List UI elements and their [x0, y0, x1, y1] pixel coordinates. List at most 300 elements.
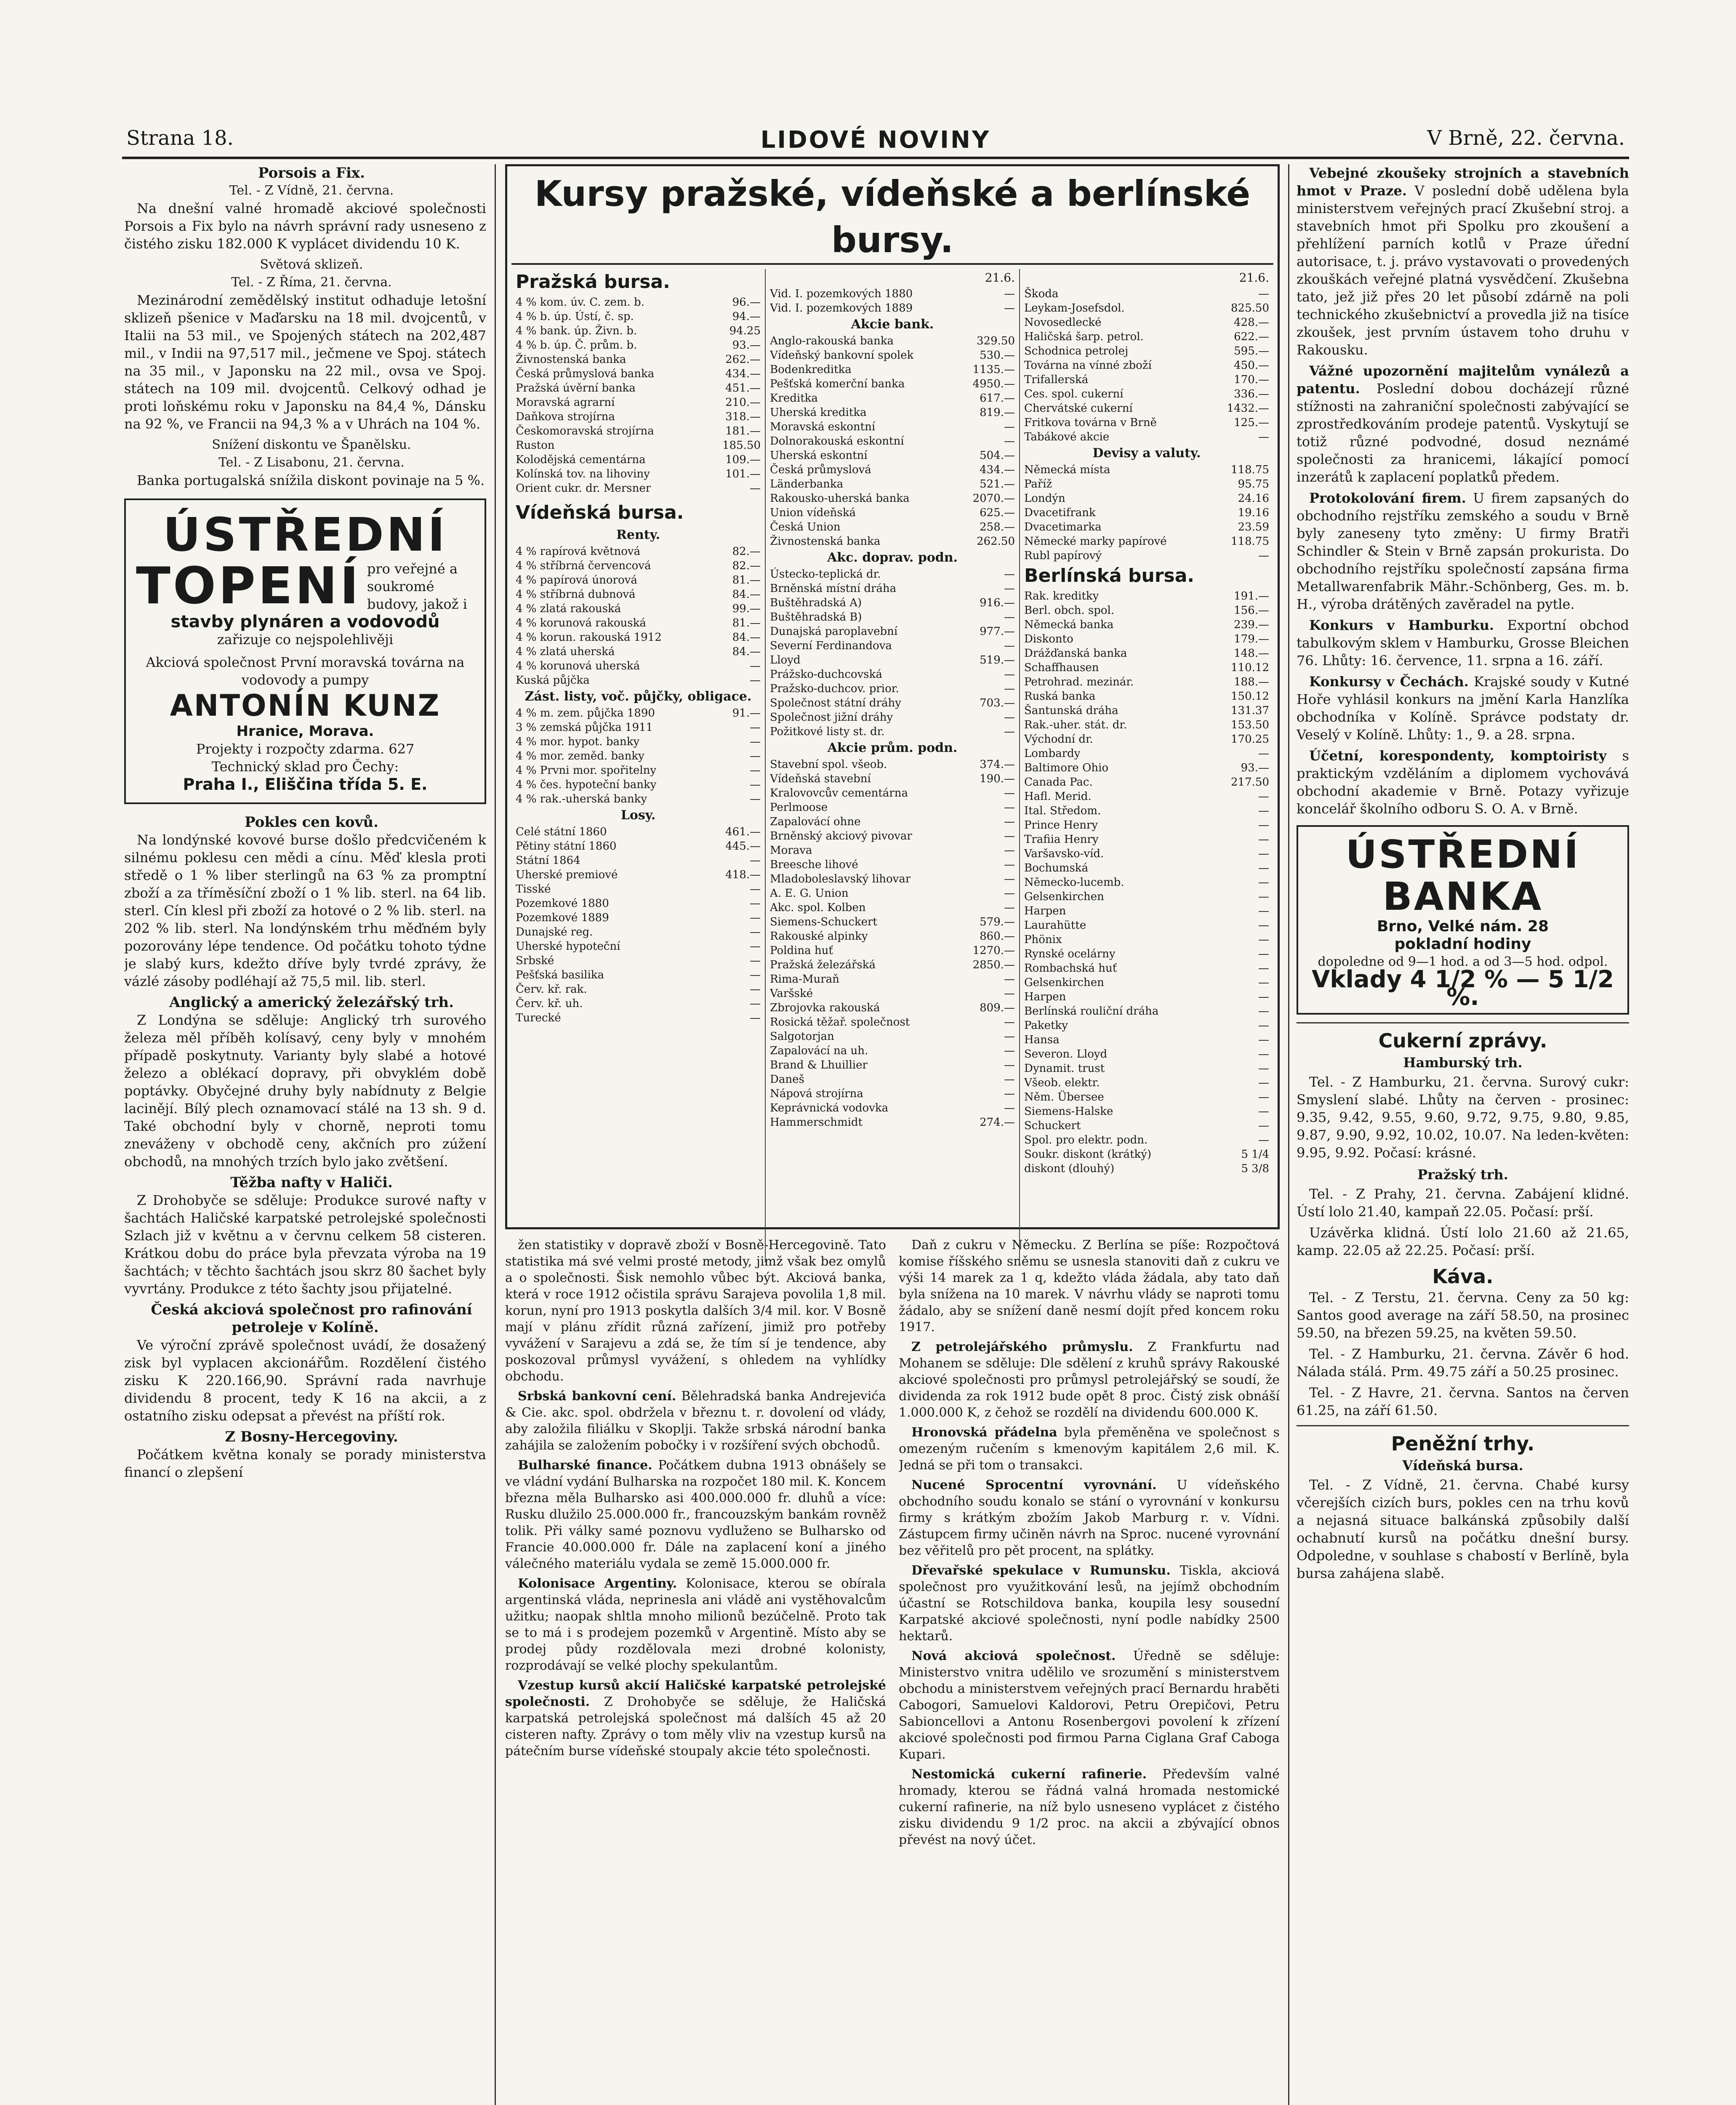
quote-value: 329.50	[977, 335, 1015, 347]
quote-name: Vid. I. pozemkových 1889	[770, 302, 913, 314]
quote-name: Varšské	[770, 987, 813, 1000]
quote-value: 977.—	[980, 625, 1015, 638]
quote-name: Trifallerská	[1024, 373, 1089, 386]
article-title: Pokles cen kovů.	[245, 814, 378, 831]
quote-row	[1024, 1119, 1269, 1133]
quote-row	[516, 853, 761, 868]
quote-name: 4 % Prvni mor. spořitelny	[516, 764, 657, 777]
quote-name: 3 % zemská půjčka 1911	[516, 721, 653, 734]
quote-row	[1024, 746, 1269, 761]
quote-name: Česká Union	[770, 521, 841, 533]
article-body: žen statistiky v dopravě zboží v Bosně-Hercegovině. Tato statistika má své velmi prosté metody, jimž však bez omylů a o společnosti. Šisk nemohlo vůbec být. Akciová banka, která v roce 1912 očistila správu Sarajeva povolila 1,8 mil. korun, nyní pro 1913 poskytla dalších 3/4 mil. kor. V Bosně mají v plánu zřídit různá zařízení, jimiž pro potřeby vyvážení v Sarajevu a zdá se, že tím sí je tendence, aby poskozoval průmysl vyvážení, s ohledem na vyhlídky obchodu.	[505, 1238, 886, 1384]
quote-name: Schodnica petrolej	[1024, 345, 1129, 357]
quote-name: Červ. kř. rak.	[516, 983, 587, 996]
quote-row	[770, 520, 1015, 534]
quote-value: 916.—	[980, 597, 1015, 609]
quote-name: Živnostenská banka	[516, 353, 626, 366]
quote-name: Union vídeňská	[770, 506, 856, 519]
article-body: Tel. - Z Terstu, 21. června. Ceny za 50 kg: Santos good average na září 58.50, na prosinec 59.50, na březen 59.25, na květen 59.50.	[1297, 1290, 1629, 1341]
article-body: Ve výroční zprávě společnost uvádí, že dosažený zisk byl vyplacen akcionářům. Rozdělení čistého zisku K 220.166,90. Správní rada navrhuje dividendu 8 procent, tedy K 16 na akcii, a z ostatního zisku odepsat a převést na příští rok.	[124, 1337, 486, 1424]
quote-row	[1024, 789, 1269, 804]
quote-name: Moravská agrarní	[516, 396, 615, 409]
center-articles	[505, 1237, 1280, 2105]
quote-value: —	[750, 911, 761, 924]
quote-name: Gelsenkirchen	[1024, 976, 1104, 989]
quote-name: Hafl. Merid.	[1024, 790, 1092, 803]
akcie-bank-rows	[770, 334, 1015, 549]
quote-row	[770, 448, 1015, 463]
ad-text: pro veřejné a soukromé budovy, jakož i	[367, 561, 467, 612]
praha-rows	[516, 295, 761, 496]
quote-name: 4 % rapírová květnová	[516, 545, 641, 558]
quote-row	[770, 772, 1015, 786]
quote-row	[516, 587, 761, 602]
quote-name: Phönix	[1024, 933, 1062, 946]
quote-name: Pozemkové 1880	[516, 897, 609, 910]
quote-value: 110.12	[1231, 661, 1269, 674]
quote-row	[770, 477, 1015, 491]
quote-name: Stavební spol. všeob.	[770, 758, 887, 771]
quote-row	[516, 559, 761, 573]
quote-row	[770, 696, 1015, 710]
quote-value: —	[1258, 1091, 1269, 1103]
quote-name: Bodenkreditka	[770, 363, 852, 376]
divider	[1297, 1425, 1629, 1426]
quote-name: Německá místa	[1024, 464, 1110, 476]
quote-name: Schuckert	[1024, 1119, 1081, 1132]
article-title: Konkurs v Hamburku.	[1309, 617, 1494, 633]
quote-name: 4 % stříbrná červencová	[516, 560, 651, 572]
quote-value: 131.37	[1231, 704, 1269, 717]
quote-value: —	[1258, 876, 1269, 889]
quote-value: 450.—	[1234, 359, 1269, 372]
quote-name: Harpen	[1024, 905, 1066, 917]
quote-row	[770, 567, 1015, 581]
quote-name: Leykam-Josefsdol.	[1024, 302, 1125, 314]
quote-row	[1024, 847, 1269, 861]
quote-value: 703.—	[980, 697, 1015, 709]
quote-row	[516, 825, 761, 839]
viden-bursa-title: Vídeňská bursa.	[516, 502, 684, 523]
quote-row	[516, 467, 761, 481]
quote-row	[770, 986, 1015, 1001]
quote-value: 617.—	[980, 392, 1015, 405]
quote-name: Uherská eskontní	[770, 449, 868, 462]
masthead-title: LIDOVÉ NOVINY	[760, 126, 991, 154]
quote-row	[1024, 1162, 1269, 1176]
quote-name: Bochumská	[1024, 862, 1089, 874]
quote-value: —	[750, 778, 761, 791]
article-title: Konkursy v Čechách.	[1309, 674, 1469, 690]
quote-row	[516, 381, 761, 395]
quote-row	[1024, 520, 1269, 534]
article-body: U firem zapsaných do obchodního rejstříku zemského a soudu v Brně byly zaneseny tyto změny: U firmy Bratři Schindler & Stein v Brně zapsán prokurista. Do obchodního rejstříku společností zapsána firma Metallwarenfabrik Mähr.-Schönberg, Ges. m. b. H., výroba drátěných zavěradel na pytle.	[1297, 490, 1629, 612]
article-body: Uzávěrka klidná. Ústí lolo 21.60 až 21.65, kamp. 22.05 až 22.25. Počasí: prší.	[1297, 1225, 1629, 1258]
article-body: Především valné hromady, kterou se řádná valná hromada nestomické cukerní rafinerie, na níž bylo usneseno vyplácet z čistého zisku dividendu 9 1/2 proc. na akcii a zbývající obnos převést na nový účet.	[899, 1767, 1280, 1847]
quote-row	[770, 682, 1015, 696]
quote-value: —	[1004, 711, 1015, 724]
quote-name: Uherské hypoteční	[516, 940, 620, 953]
quote-name: Berl. obch. spol.	[1024, 604, 1115, 617]
quote-row	[770, 334, 1015, 348]
quote-value: —	[1004, 302, 1015, 314]
quote-value: 258.—	[980, 521, 1015, 533]
quote-name: 4 % čes. hypoteční banky	[516, 778, 657, 791]
quote-row	[1024, 818, 1269, 832]
quote-row	[770, 377, 1015, 391]
quote-name: Tabákové akcie	[1024, 431, 1110, 443]
ad-text: Akciová společnost První moravská továrna na vodovody a pumpy	[146, 654, 465, 688]
article-title: Těžba nafty v Haliči.	[230, 1174, 393, 1191]
quote-name: Trafiia Henry	[1024, 833, 1099, 846]
quote-value: 274.—	[980, 1116, 1015, 1129]
quote-value: —	[1004, 1045, 1015, 1057]
quote-name: Londýn	[1024, 492, 1065, 505]
article-body: Tel. - Z Hamburku, 21. června. Závěr 6 hod. Nálada stálá. Prm. 49.75 září a 50.25 prosinec.	[1297, 1346, 1629, 1380]
quote-name: Východní dr.	[1024, 733, 1093, 746]
quote-name: Brněnská místní dráha	[770, 582, 897, 595]
quote-row	[1024, 330, 1269, 344]
quote-row	[1024, 430, 1269, 444]
losy-rows	[516, 825, 761, 1025]
quote-name: Brand & Lhuillier	[770, 1059, 868, 1071]
quote-value: 94.25	[729, 325, 761, 337]
quote-value: —	[1258, 790, 1269, 803]
quote-row	[516, 602, 761, 616]
quote-name: Keprávnická vodovka	[770, 1102, 889, 1114]
article-dateline: Tel. - Z Vídně, 21. června.	[229, 183, 394, 198]
quote-value: 210.—	[725, 396, 761, 409]
column-divider	[1288, 164, 1289, 2105]
prum-title: Akcie prům. podn.	[827, 741, 958, 755]
quote-name: Daneš	[770, 1073, 804, 1086]
bank-hours: dopoledne od 9—1 hod. a od 3—5 hod. odpol.	[1318, 954, 1608, 969]
article-title: Srbská bankovní cení.	[518, 1389, 676, 1404]
quote-row	[516, 839, 761, 853]
quote-name: 4 % korunová uherská	[516, 660, 640, 672]
article-title: Kolonisace Argentiny.	[518, 1576, 677, 1591]
quote-value: —	[1258, 288, 1269, 300]
quote-row	[1024, 1147, 1269, 1162]
article-body: Tel. - Z Hamburku, 21. června. Surový cukr: Smyslení slabé. Lhůty na červen - prosinec: 9.35, 9.42, 9.55, 9.60, 9.72, 9.75, 9.80, 9.85, 9.87, 9.90, 9.92, 10.02, 10.07. Na leden-květen: 9.95, 9.92. Počasí: krásné.	[1297, 1074, 1629, 1161]
quote-name: Pešťská basilika	[516, 969, 604, 981]
quote-name: Kralovovcův cementárna	[770, 787, 908, 799]
quote-value: —	[1258, 1134, 1269, 1146]
quote-value: —	[1004, 887, 1015, 900]
quote-name: Rak. kreditky	[1024, 590, 1099, 602]
quote-value: —	[750, 897, 761, 910]
quote-value: —	[1258, 805, 1269, 817]
quote-name: Ústecko-teplická dr.	[770, 568, 881, 581]
quote-value: 170.25	[1231, 733, 1269, 746]
quote-name: Kreditka	[770, 392, 818, 405]
quote-row	[1024, 618, 1269, 632]
quote-name: Uherské premiové	[516, 869, 618, 881]
quote-row	[770, 362, 1015, 377]
quote-row	[516, 367, 761, 381]
article-body: Tel. - Z Havre, 21. června. Santos na červen 61.25, na září 61.50.	[1297, 1385, 1629, 1418]
quote-value: —	[1004, 1059, 1015, 1071]
quote-value: 434.—	[980, 464, 1015, 476]
quote-name: Rynské ocelárny	[1024, 948, 1116, 960]
quote-name: Diskonto	[1024, 633, 1073, 645]
zast-title: Zást. listy, voč. půjčky, obligace.	[525, 689, 752, 704]
quote-row	[1024, 344, 1269, 358]
quote-row	[516, 352, 761, 367]
quote-name: Brněnský akciový pivovar	[770, 830, 912, 842]
quote-value: 262.—	[725, 353, 761, 366]
quote-row	[516, 792, 761, 806]
quote-row	[516, 763, 761, 778]
quote-value: 519.—	[980, 654, 1015, 666]
quote-name: Berlínská rouliční dráha	[1024, 1005, 1159, 1018]
quote-name: Dunajská paroplavební	[770, 625, 898, 638]
quote-row	[770, 1058, 1015, 1072]
quote-value: —	[1004, 830, 1015, 842]
quote-name: Baltimore Ohio	[1024, 762, 1109, 774]
quote-row	[516, 438, 761, 453]
quote-name: Kolodějská cementárna	[516, 453, 646, 466]
quote-name: Rak.-uher. stát. dr.	[1024, 719, 1127, 731]
quote-name: Länderbanka	[770, 478, 844, 490]
bank-name: ÚSTŘEDNÍ BANKA	[1345, 832, 1580, 919]
ad-headline: ÚSTŘEDNÍ	[163, 508, 447, 562]
quote-row	[1024, 975, 1269, 990]
quote-row	[1024, 918, 1269, 933]
quote-row	[516, 395, 761, 410]
quote-row	[770, 596, 1015, 610]
quote-value: 81.—	[732, 574, 761, 586]
article-body: Počátkem května konaly se porady ministerstva financí o zlepšení	[124, 1447, 486, 1480]
quote-value: —	[1004, 858, 1015, 871]
quote-name: Prince Henry	[1024, 819, 1098, 831]
market-date: 21.6.	[985, 271, 1015, 285]
quote-value: —	[750, 926, 761, 938]
quote-name: 4 % mor. zeměd. banky	[516, 750, 644, 762]
quote-value: —	[750, 482, 761, 495]
quote-name: Anglo-rakouská banka	[770, 335, 894, 347]
center-column	[505, 164, 1280, 2105]
quote-value: 622.—	[1234, 330, 1269, 343]
quote-name: Česká průmyslová	[770, 464, 871, 476]
quote-value: 118.75	[1231, 535, 1269, 548]
quote-value: —	[1258, 1062, 1269, 1075]
quote-row	[770, 1015, 1015, 1029]
market-title: Kursy pražské, vídeňské a berlínské bursy.	[511, 171, 1273, 265]
quote-row	[770, 725, 1015, 739]
quote-row	[770, 786, 1015, 800]
article-body: Kolonisace, kterou se obírala argentinská vláda, neprinesla ani vládě ani vystěhovalcům užitku; naopak shltla mnoho milionů bezúčelně. Proto tak se to má i s prodejem pozemků v Argentině. Místo aby se prodej půdy rozdělovala mezi drobné kolonisty, rozprodávají se velké plochy spekulantům.	[505, 1576, 886, 1673]
quote-name: Ces. spol. cukerní	[1024, 388, 1124, 400]
quote-value: 1432.—	[1227, 402, 1269, 415]
quote-name: Breesche lihové	[770, 858, 858, 871]
article-body: U vídeňského obchodního soudu konalo se stání o vyrovnání v konkursu firmy s krátkým zbožím Jakob Marburg r. v. Vídni. Zástupcem firmy učiněn návrh na Sproc. nucené vyrovnání bez věřitelů pro pět procent, na splátky.	[899, 1478, 1280, 1558]
quote-value: —	[1258, 933, 1269, 946]
quote-row	[1024, 1104, 1269, 1119]
quote-name: Továrna na vínné zboží	[1024, 359, 1152, 372]
quote-value: —	[750, 793, 761, 805]
quote-value: —	[1258, 819, 1269, 831]
quote-name: Dvacetimarka	[1024, 521, 1102, 533]
quote-row	[770, 667, 1015, 682]
quote-name: Německé marky papírové	[1024, 535, 1167, 548]
quote-row	[516, 410, 761, 424]
article-title: Světová sklizeň.	[260, 257, 363, 272]
quote-value: 93.—	[1241, 762, 1269, 774]
quote-row	[770, 757, 1015, 772]
bank-hours-title: pokladní hodiny	[1394, 935, 1531, 953]
article-title: Vzestup kursů akcií Haličské karpatské petrolejské společnosti.	[505, 1678, 886, 1709]
quote-row	[516, 645, 761, 659]
column-divider	[495, 164, 496, 2105]
quote-row	[516, 896, 761, 911]
quote-row	[1024, 689, 1269, 703]
mid-top-rows	[770, 287, 1015, 315]
quote-row	[1024, 373, 1269, 387]
quote-row	[516, 573, 761, 587]
quote-value: —	[1258, 549, 1269, 562]
ad-text: Projekty i rozpočty zdarma. 627	[196, 741, 415, 757]
quote-row	[516, 997, 761, 1011]
article-body: Bělehradská banka Andrejevića & Cie. akc. spol. obdržela v březnu t. r. dovolení od vlády, aby založila filiálku v Skoplji. Takže srbská národní banka zahájila se založením pobočky i v rozšíření svých obchodů.	[505, 1389, 886, 1453]
quote-value: 19.16	[1238, 506, 1269, 519]
quote-name: Lombardy	[1024, 747, 1081, 760]
quote-value: —	[1258, 1119, 1269, 1132]
quote-row	[1024, 875, 1269, 890]
quote-row	[516, 778, 761, 792]
bank-address: Brno, Velké nám. 28	[1377, 918, 1549, 935]
quote-name: Chervátské cukerní	[1024, 402, 1133, 415]
quote-name: Rakouské alpinky	[770, 930, 868, 943]
quote-name: Siemens-Schuckert	[770, 916, 877, 928]
quote-value: 188.—	[1234, 676, 1269, 688]
quote-value: 445.—	[725, 840, 761, 853]
quote-row	[770, 915, 1015, 929]
prum-rows	[770, 757, 1015, 1130]
quote-value: —	[1004, 1073, 1015, 1086]
quote-row	[1024, 387, 1269, 401]
quote-row	[516, 616, 761, 630]
article-title: Protokolování firem.	[1309, 490, 1466, 506]
quote-row	[1024, 904, 1269, 918]
article-body: Z Londýna se sděluje: Anglický trh surového železa měl příběh kolísavý, ceny byly v mnohém případě poskytnuty. Varianty byly slabé a hotové železo a oblékací dopravy, při obvyklém době poptávky. Obyčejné druhy byly nabídnuty z Belgie lacinějí. Bílý plech oznamovací stálé na 13 sh. 9 d. Také obchodní byly v chorně, neproti tomu zneváženy v obchodě ceny, akčních pro zúžení obchodů, na mnohých trzích bylo jako zvětšení.	[124, 1012, 486, 1170]
quote-value: —	[1258, 431, 1269, 443]
quote-value: —	[1258, 833, 1269, 846]
quote-value: —	[1258, 1034, 1269, 1046]
quote-name: Severon. Lloyd	[1024, 1048, 1108, 1060]
market-date: 21.6.	[1239, 271, 1269, 285]
article-title: Z petrolejářského průmyslu.	[911, 1340, 1133, 1354]
quote-value: 374.—	[980, 758, 1015, 771]
quote-name: Hammerschmidt	[770, 1116, 863, 1129]
quote-name: Živnostenská banka	[770, 535, 881, 548]
renty-title: Renty.	[616, 528, 660, 542]
quote-value: —	[1004, 568, 1015, 581]
divider	[1297, 1022, 1629, 1023]
quote-name: Společnost státní dráhy	[770, 697, 901, 709]
quote-value: 5 3/8	[1241, 1162, 1269, 1175]
quote-name: Hansa	[1024, 1034, 1060, 1046]
center-article-column-1	[505, 1237, 886, 2105]
quote-name: Červ. kř. uh.	[516, 997, 583, 1010]
quote-name: 4 % b. úp. Č. prům. b.	[516, 339, 637, 352]
quote-value: 530.—	[980, 349, 1015, 362]
quote-value: 109.—	[725, 453, 761, 466]
quote-row	[1024, 718, 1269, 732]
quote-row	[770, 800, 1015, 815]
quote-value: 190.—	[980, 773, 1015, 785]
quote-row	[1024, 416, 1269, 430]
quote-value: 94.—	[732, 310, 761, 323]
article-body: Na londýnské kovové burse došlo předcvičeném k silnému poklesu cen mědi a cínu. Měď klesla proti středě o 1 % liber sterlingů na 63 % za promptní zboží a za tříměsíční zboží o 1 % lib. sterl. na 64 lib. sterl. Cín klesl při zboží za hotové o 2 % lib. sterl. na 202 % lib. sterl. Na londýnském trhu měďném byly pozorovány lépe tendence. Od počátku tohoto týdne je slabý kurs, kdežto dříve byly tvrdé zprávy, že vázlé zásoby podléhají až 75,5 mil. lib. sterl.	[124, 832, 486, 989]
quote-value: —	[1004, 639, 1015, 652]
quote-row	[516, 324, 761, 338]
quote-row	[516, 911, 761, 925]
quote-row	[1024, 603, 1269, 618]
ad-text: Technický sklad pro Čechy:	[211, 759, 399, 775]
devisy-rows	[1024, 463, 1269, 563]
quote-name: Morava	[770, 844, 812, 857]
quote-name: diskont (dlouhý)	[1024, 1162, 1115, 1175]
quote-row	[770, 405, 1015, 420]
quote-name: Požitkové listy st. dr.	[770, 725, 885, 738]
quote-name: 4 % zlatá rakouská	[516, 602, 621, 615]
quote-name: Škoda	[1024, 288, 1059, 300]
quote-row	[770, 1044, 1015, 1058]
quote-name: Českomoravská strojírna	[516, 425, 654, 437]
quote-row	[1024, 1033, 1269, 1047]
center-article-column-2	[899, 1237, 1280, 2105]
viden-rows	[516, 544, 761, 687]
quote-name: Ruston	[516, 439, 555, 452]
quote-name: Orient cukr. dr. Mersner	[516, 482, 651, 495]
quote-value: —	[750, 764, 761, 777]
ad-headline-2: TOPENÍ	[136, 557, 361, 616]
quote-row	[1024, 961, 1269, 975]
article-body: Počátkem dubna 1913 obnášely se ve vládní vydání Bulharska na rozpočet 180 mil. K. Koncem března měla Bulharsko asi 400.000.000 fr. dluhů a více: Rusku dlužilo 25.000.000 fr., francouzským bankám rovněž tolik. Při války samé poznovu vydluženo se Bulharsko od Francie 40.000.000 fr. Dále na zaplacení koní a jiného válečného materiálu vydala se země 15.000.000 fr.	[505, 1458, 886, 1571]
heating-advertisement	[124, 498, 486, 804]
quote-row	[1024, 589, 1269, 603]
quote-row	[770, 506, 1015, 520]
quote-row	[770, 581, 1015, 596]
quote-value: 239.—	[1234, 618, 1269, 631]
quote-row	[1024, 315, 1269, 330]
quote-name: Německo-lucemb.	[1024, 876, 1124, 889]
quote-row	[1024, 646, 1269, 661]
quote-value: 461.—	[725, 826, 761, 838]
section-title: Cukerní zprávy.	[1378, 1029, 1547, 1052]
article-body: Exportní obchod tabulkovým sklem v Hamburku, Grosse Bleichen 76. Lhůty: 16. července, 11. srpna a 16. září.	[1297, 617, 1629, 669]
quote-value: 625.—	[980, 506, 1015, 519]
quote-name: Kuská půjčka	[516, 674, 590, 687]
quote-value: —	[1258, 991, 1269, 1003]
quote-value: —	[1004, 987, 1015, 1000]
quote-row	[770, 843, 1015, 858]
doprav-rows	[770, 567, 1015, 739]
quote-value: 125.—	[1234, 416, 1269, 429]
quote-value: —	[750, 940, 761, 953]
article-title: Česká akciová společnost pro rafinování petroleje v Kolíně.	[151, 1301, 472, 1336]
quote-row	[516, 309, 761, 324]
quote-value: —	[1004, 725, 1015, 738]
quote-value: 318.—	[725, 410, 761, 423]
page-header	[126, 126, 1625, 160]
quote-value: —	[1258, 890, 1269, 903]
quote-value: —	[1004, 668, 1015, 681]
subsection-title: Pražský trh.	[1417, 1167, 1508, 1183]
quote-value: —	[750, 854, 761, 867]
quote-value: —	[1004, 582, 1015, 595]
